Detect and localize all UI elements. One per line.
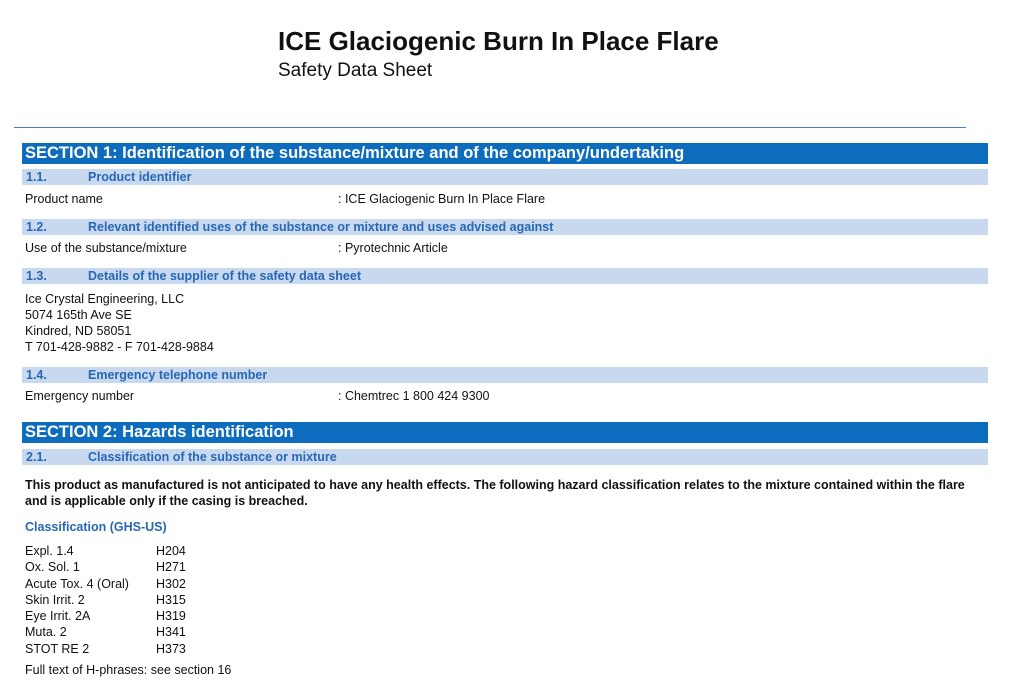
hazard-code: H373 xyxy=(156,641,186,656)
classification-heading: Classification (GHS-US) xyxy=(25,520,167,534)
subsection-1-1-header xyxy=(22,169,988,185)
section-1-header: SECTION 1: Identification of the substance/mixture and of the company/undertaking xyxy=(22,143,988,164)
hazard-class: STOT RE 2 xyxy=(25,641,90,656)
subsection-number: 1.1. xyxy=(26,170,47,184)
hazard-code: H302 xyxy=(156,576,186,591)
hazard-statement-paragraph: This product as manufactured is not anticipated to have any health effects. The following hazard classification relates to the mixture contained within the flare and is applicable only if the casing is breached. xyxy=(25,478,965,508)
product-name-value: : ICE Glaciogenic Burn In Place Flare xyxy=(338,192,546,206)
use-label: Use of the substance/mixture xyxy=(25,241,187,255)
use-value: : Pyrotechnic Article xyxy=(338,241,448,255)
section-2-header: SECTION 2: Hazards identification xyxy=(22,422,988,443)
hazard-code: H204 xyxy=(156,544,186,558)
subsection-1-3-header xyxy=(22,268,988,284)
subsection-title: Emergency telephone number xyxy=(88,368,268,382)
supplier-company: Ice Crystal Engineering, LLC xyxy=(25,292,185,306)
subsection-number: 1.4. xyxy=(26,368,47,382)
hazard-class: Muta. 2 xyxy=(25,625,67,640)
hazard-class: Expl. 1.4 xyxy=(25,544,74,558)
supplier-city: Kindred, ND 58051 xyxy=(25,324,132,338)
supplier-phone-fax: T 701-428-9882 - F 701-428-9884 xyxy=(25,340,214,354)
subsection-title: Relevant identified uses of the substance or mixture and uses advised against xyxy=(88,220,554,234)
hazard-code: H315 xyxy=(156,592,186,607)
subsection-number: 1.2. xyxy=(26,220,47,234)
hazard-code: H319 xyxy=(156,609,186,624)
h-phrases-reference: Full text of H-phrases: see section 16 xyxy=(25,663,232,677)
hazard-class: Eye Irrit. 2A xyxy=(25,609,91,624)
emergency-number-label: Emergency number xyxy=(25,389,135,403)
hazard-class: Acute Tox. 4 (Oral) xyxy=(25,576,129,591)
hazard-code: H271 xyxy=(156,560,186,575)
emergency-number-value: : Chemtrec 1 800 424 9300 xyxy=(338,389,490,403)
document-title: ICE Glaciogenic Burn In Place Flare xyxy=(278,26,719,56)
subsection-1-2-header xyxy=(22,219,988,235)
product-name-label: Product name xyxy=(25,192,103,206)
supplier-address xyxy=(25,291,214,355)
subsection-title: Product identifier xyxy=(88,170,192,184)
subsection-number: 1.3. xyxy=(26,269,47,283)
hazard-class: Skin Irrit. 2 xyxy=(25,592,85,607)
supplier-street: 5074 165th Ave SE xyxy=(25,308,132,322)
document-subtitle: Safety Data Sheet xyxy=(278,60,433,81)
subsection-title: Details of the supplier of the safety data sheet xyxy=(88,269,361,283)
subsection-2-1-header xyxy=(22,449,988,465)
subsection-1-4-header xyxy=(22,367,988,383)
header-divider xyxy=(14,127,966,128)
hazard-class: Ox. Sol. 1 xyxy=(25,560,80,575)
hazard-code: H341 xyxy=(156,625,186,640)
subsection-number: 2.1. xyxy=(26,450,47,464)
subsection-title: Classification of the substance or mixture xyxy=(88,450,337,464)
